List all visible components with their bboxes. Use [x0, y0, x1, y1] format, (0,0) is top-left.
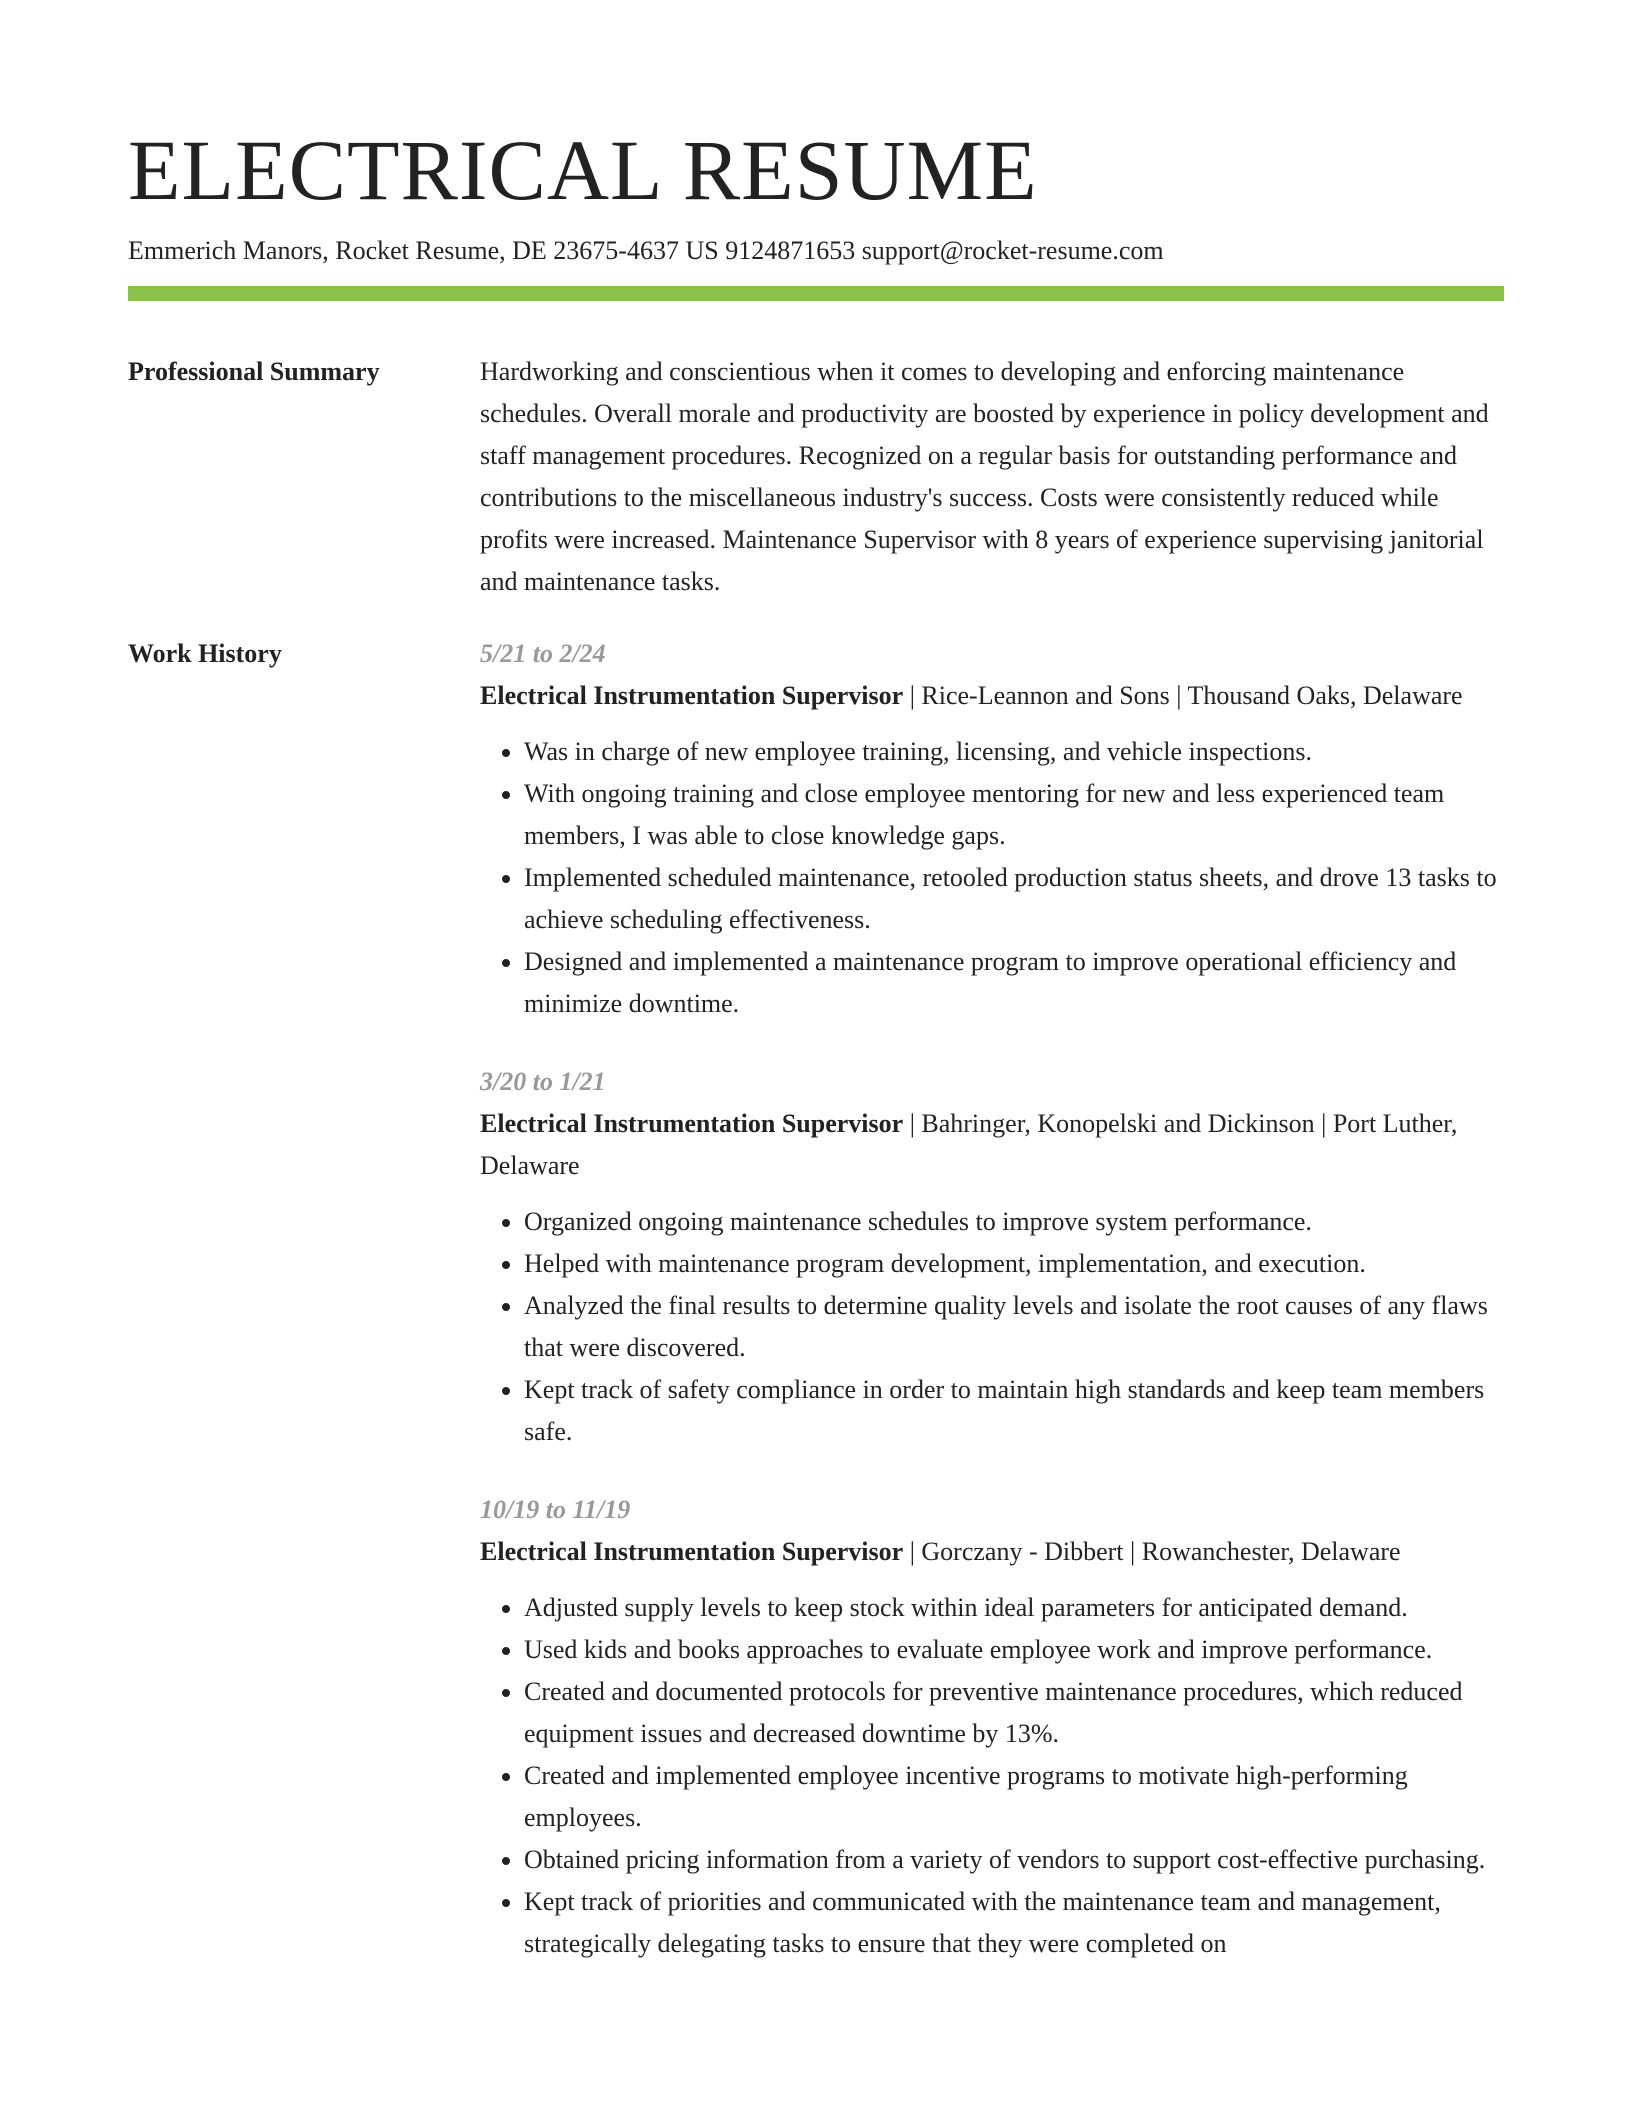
accent-divider: [128, 286, 1504, 301]
summary-section: [128, 351, 1504, 603]
contact-email: support@rocket-resume.com: [861, 236, 1164, 265]
work-history-section: [128, 633, 1504, 2001]
bullet-item: • Kept track of priorities and communicated with the maintenance team and management, strategically delegating tasks to ensure that they were completed on: [524, 1881, 1504, 1965]
job-title: Electrical Instrumentation Supervisor: [480, 1109, 904, 1138]
bullet-item: • Used kids and books approaches to evaluate employee work and improve performance.: [524, 1629, 1504, 1671]
summary-label: Professional Summary: [128, 357, 380, 386]
job-heading: [480, 675, 1504, 717]
bullet-item: • Organized ongoing maintenance schedules to improve system performance.: [524, 1201, 1504, 1243]
resume-title: ELECTRICAL RESUME: [128, 122, 1038, 218]
bullet-item: • Designed and implemented a maintenance program to improve operational efficiency and minimize downtime.: [524, 941, 1504, 1025]
job-heading: [480, 1103, 1504, 1187]
bullet-item: • Helped with maintenance program development, implementation, and execution.: [524, 1243, 1504, 1285]
bullet-item: • Adjusted supply levels to keep stock within ideal parameters for anticipated demand.: [524, 1587, 1504, 1629]
job-entry: [480, 1061, 1504, 1453]
job-bullets: [480, 1201, 1504, 1453]
bullet-item: • Created and implemented employee incentive programs to motivate high-performing employees.: [524, 1755, 1504, 1839]
job-title: Electrical Instrumentation Supervisor: [480, 681, 904, 710]
bullet-item: • Analyzed the final results to determine quality levels and isolate the root causes of any flaws that were discovered.: [524, 1285, 1504, 1369]
bullet-item: • Kept track of safety compliance in order to maintain high standards and keep team members safe.: [524, 1369, 1504, 1453]
job-list: [480, 633, 1504, 2001]
bullet-item: • Obtained pricing information from a variety of vendors to support cost-effective purchasing.: [524, 1839, 1504, 1881]
resume-page: [128, 120, 1504, 2001]
job-entry: [480, 1489, 1504, 1965]
contact-line: [128, 234, 1504, 268]
summary-text: Hardworking and conscientious when it comes to developing and enforcing maintenance schedules. Overall morale and productivity are boosted by experience in policy development and staff management procedures. Recognized on a regular basis for outstanding performance and contributions to the miscellaneous industry's success. Costs were consistently reduced while profits were increased. Maintenance Supervisor with 8 years of experience supervising janitorial and maintenance tasks.: [480, 357, 1489, 596]
bullet-item: • Created and documented protocols for preventive maintenance procedures, which reduced equipment issues and decreased downtime by 13%.: [524, 1671, 1504, 1755]
contact-address: Emmerich Manors, Rocket Resume, DE 23675-4637 US: [128, 236, 719, 265]
job-dates: 3/20 to 1/21: [480, 1067, 606, 1096]
job-entry: [480, 633, 1504, 1025]
job-dates: 5/21 to 2/24: [480, 639, 606, 668]
job-details: | Gorczany - Dibbert | Rowanchester, Delaware: [903, 1537, 1401, 1566]
job-bullets: [480, 1587, 1504, 1965]
bullet-item: • Implemented scheduled maintenance, retooled production status sheets, and drove 13 tasks to achieve scheduling effectiveness.: [524, 857, 1504, 941]
job-dates: 10/19 to 11/19: [480, 1495, 631, 1524]
job-details: | Bahringer, Konopelski and Dickinson | Port Luther, Delaware: [480, 1109, 1458, 1180]
job-title: Electrical Instrumentation Supervisor: [480, 1537, 904, 1566]
contact-phone: 9124871653: [725, 236, 856, 265]
work-history-label: Work History: [128, 639, 282, 668]
job-bullets: [480, 731, 1504, 1025]
bullet-item: • With ongoing training and close employee mentoring for new and less experienced team members, I was able to close knowledge gaps.: [524, 773, 1504, 857]
bullet-item: • Was in charge of new employee training, licensing, and vehicle inspections.: [524, 731, 1504, 773]
job-heading: [480, 1531, 1504, 1573]
job-details: | Rice-Leannon and Sons | Thousand Oaks, Delaware: [903, 681, 1463, 710]
